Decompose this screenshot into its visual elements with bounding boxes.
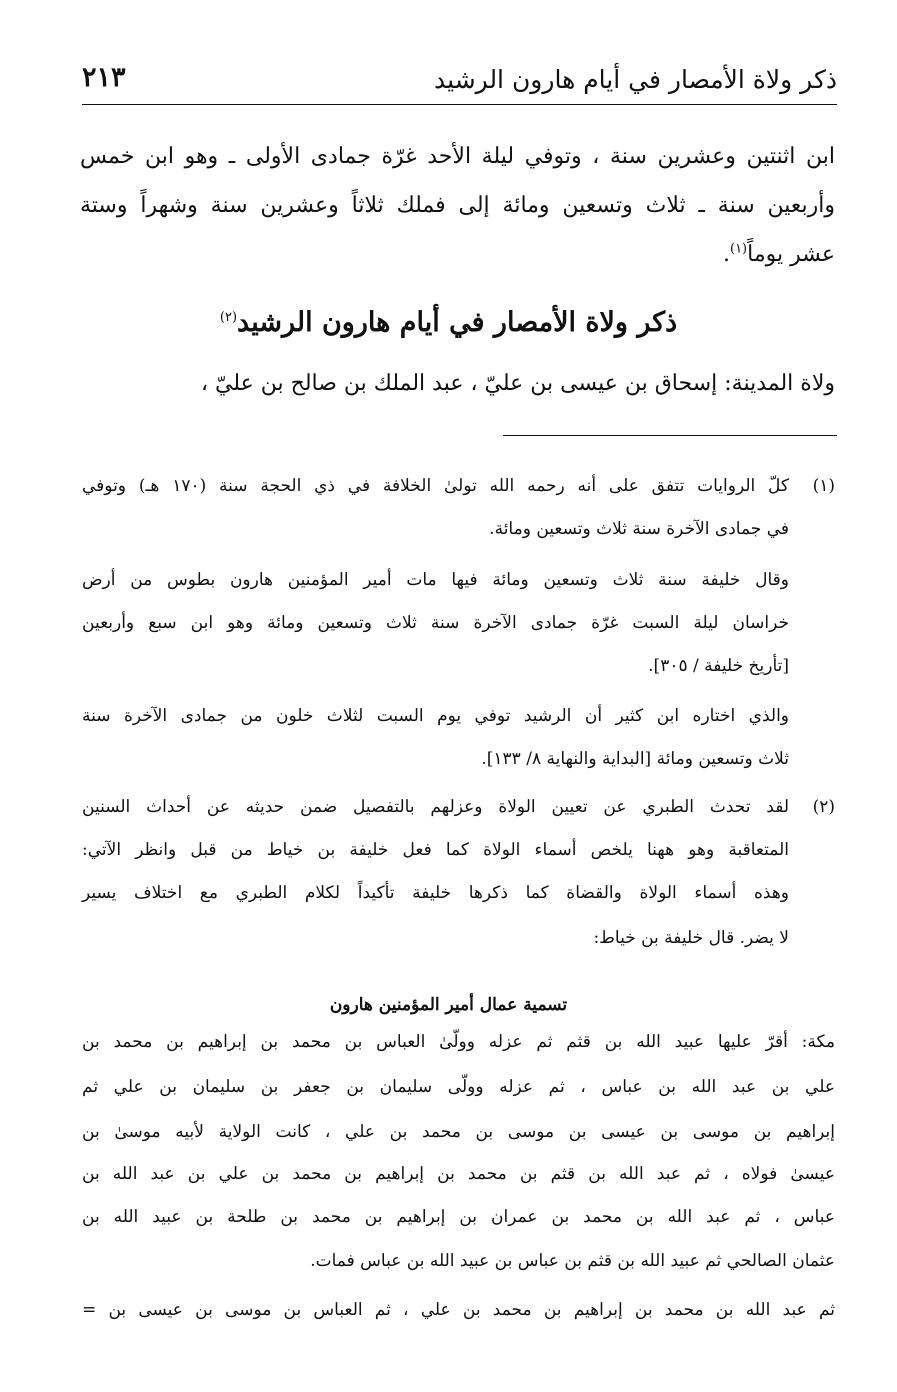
quoted-line: ثم عبد الله بن محمد بن إبراهيم بن محمد بن علي ، ثم العباس بن موسى بن عيسى بن = [82,1300,835,1320]
footnote-line: خراسان ليلة السبت غرّة جمادى الآخرة سنة ثلاث وتسعين ومائة وهو ابن سبع وأربعين [82,613,789,633]
main-text-line: ابن اثنتين وعشرين سنة ، وتوفي ليلة الأحد غرّة جمادى الأولى ـ وهو ابن خمس [80,144,835,169]
footnote-line: وهذه أسماء الولاة والقضاة كما ذكرها خليفة تأكيداً لكلام الطبري مع اختلاف يسير [82,883,789,903]
main-text-line-last [80,238,835,272]
footnote-line: في جمادى الآخرة سنة ثلاث وتسعين ومائة. [489,519,789,539]
quoted-line: عباس ، ثم عبد الله بن محمد بن عمران بن إبراهيم بن محمد بن طلحة بن عبيد الله بن [82,1207,835,1227]
footnote-line: المتعاقبة وهو ههنا يلخص أسماء الولاة كما فعل خليفة بن خياط من قبل وانظر الآتي: [82,840,789,860]
main-text-fragment: عشر يوماً [747,242,835,267]
quoted-line: علي بن عبد الله بن عباس ، ثم عزله وولّى سليمان بن جعفر بن سليمان بن علي ثم [82,1077,835,1097]
main-text-line: وأربعين سنة ـ ثلاث وتسعين ومائة إلى فملك ثلاثاً وعشرين سنة وشهراً وستة [80,193,835,218]
running-title: ذكر ولاة الأمصار في أيام هارون الرشيد [434,65,837,94]
main-text-end: . [722,242,730,267]
quoted-line: عيسىٰ فولاه ، ثم عبد الله بن قثم بن محمد بن إبراهيم بن محمد بن علي بن عبد الله بن [82,1164,835,1184]
footnote-line: ثلاث وتسعين ومائة [البداية والنهاية ٨/ ١٣٣]. [481,749,789,769]
footnote-number: (٢) [812,797,835,817]
footnote-ref: (١) [729,241,748,257]
footnote-number: (١) [812,476,835,496]
section-title-text: ذكر ولاة الأمصار في أيام هارون الرشيد [237,307,678,338]
quoted-line: إبراهيم بن موسى بن عيسى بن موسى بن محمد بن علي ، كانت الولاية لأبيه موسىٰ بن [82,1122,835,1142]
section-title [0,303,897,343]
quoted-line: مكة: أقرّ عليها عبيد الله بن قثم ثم عزله وولّىٰ العباس بن محمد بن إبراهيم بن محمد بن [82,1032,835,1052]
footnote-line: والذي اختاره ابن كثير أن الرشيد توفي يوم السبت لثلاث خلون من جمادى الآخرة سنة [82,706,789,726]
footnote-divider [503,435,837,436]
section-title-footnote-ref: (٢) [219,310,238,325]
footnote-line: كلّ الروايات تتفق على أنه رحمه الله تولىٰ الخلافة في ذي الحجة سنة (١٧٠ هـ) وتوفي [82,476,790,496]
footnote-subheading: تسمية عمال أمير المؤمنين هارون [329,995,568,1015]
footnote-line: لا يضر. قال خليفة بن خياط: [593,928,789,948]
footnote-line: وقال خليفة سنة ثلاث وتسعين ومائة فيها مات أمير المؤمنين هارون بطوس من أرض [82,570,789,590]
section-first-line: ولاة المدينة: إسحاق بن عيسى بن عليّ ، عبد الملك بن صالح بن عليّ ، [200,371,835,396]
page-number: ٢١٣ [82,62,126,93]
footnote-line: لقد تحدث الطبري عن تعيين الولاة وعزلهم بالتفصيل ضمن حديثه عن أحداث السنين [82,797,789,817]
quoted-line: عثمان الصالحي ثم عبيد الله بن قثم بن عباس بن عبيد الله بن عباس فمات. [310,1251,835,1271]
page-header [82,58,837,105]
footnote-line: [تأريخ خليفة / ٣٠٥]. [648,656,789,676]
